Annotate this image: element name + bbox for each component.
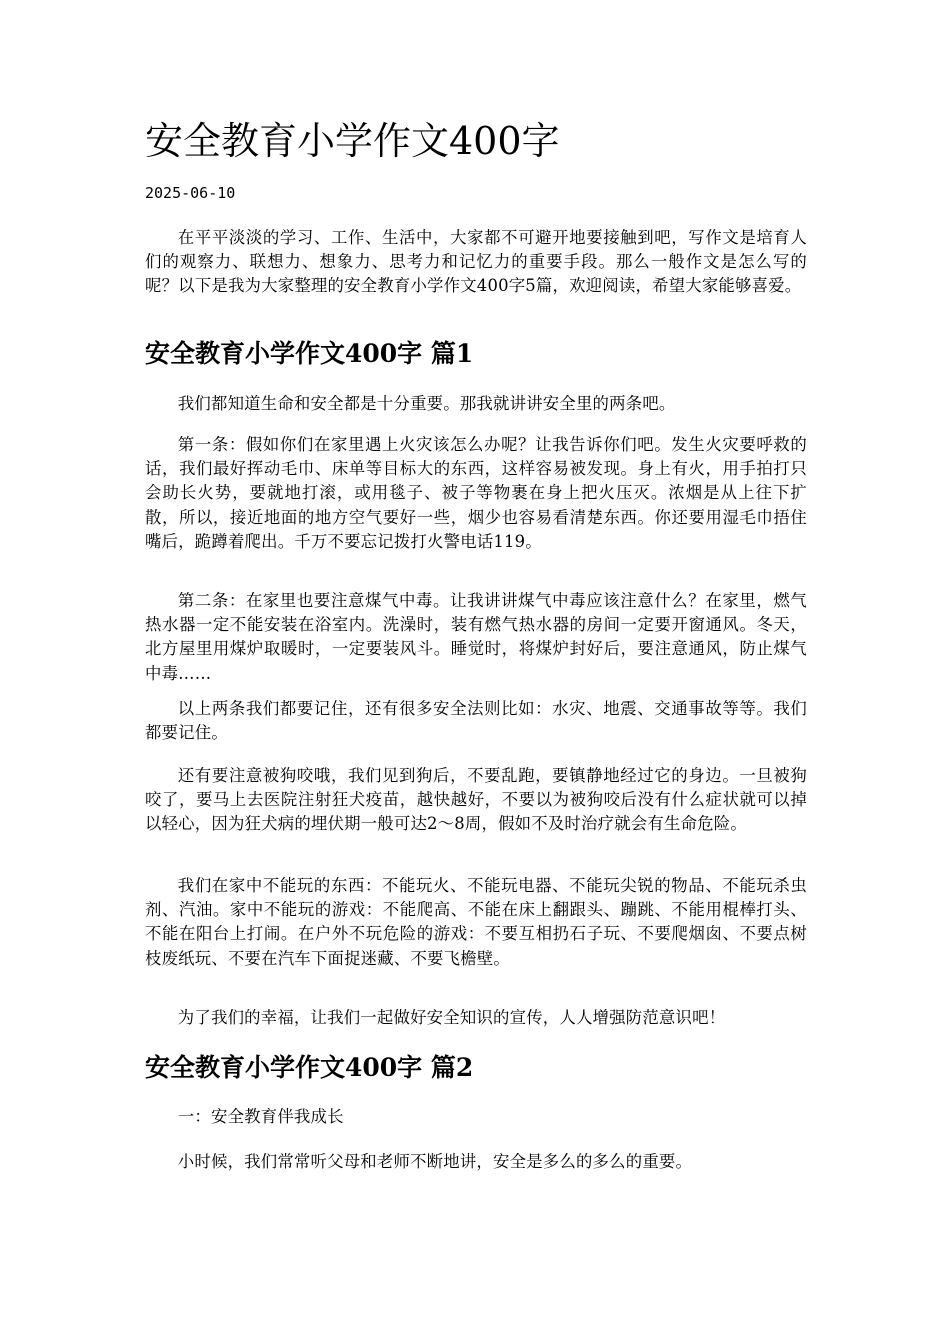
section-1-paragraph-7: 为了我们的幸福，让我们一起做好安全知识的宣传，人人增强防范意识吧！	[177, 1008, 726, 1027]
section-2-paragraph-1: 一：安全教育伴我成长	[177, 1107, 344, 1126]
intro-paragraph: 在平平淡淡的学习、工作、生活中，大家都不可避开地要接触到吧，写作文是培育人们的观察力、联想力、想象力、思考力和记忆力的重要手段。那么一般作文是怎么写的呢？以下是我为大家整理的安全教育小学作文400字5篇，欢迎阅读，希望大家能够喜爱。	[145, 228, 807, 296]
document-date: 2025-06-10	[145, 184, 236, 202]
section-1-paragraph-6: 我们在家中不能玩的东西：不能玩火、不能玩电器、不能玩尖锐的物品、不能玩杀虫剂、汽油。家中不能玩的游戏：不能爬高、不能在床上翻跟头、蹦跳、不能用棍棒打头、不能在阳台上打闹。在户外不玩危险的游戏：不要互相扔石子玩、不要爬烟囱、不要点树枝废纸玩、不要在汽车下面捉迷藏、不要飞檐壁。	[145, 876, 807, 968]
document-title: 安全教育小学作文400字	[145, 119, 560, 163]
section-1-paragraph-1: 我们都知道生命和安全都是十分重要。那我就讲讲安全里的两条吧。	[177, 394, 676, 413]
section-heading-1: 安全教育小学作文400字 篇1	[145, 339, 474, 368]
section-heading-2: 安全教育小学作文400字 篇2	[145, 1053, 474, 1082]
section-1-paragraph-3: 第二条：在家里也要注意煤气中毒。让我讲讲煤气中毒应该注意什么？在家里，燃气热水器一定不能安装在浴室内。洗澡时，装有燃气热水器的房间一定要开窗通风。冬天，北方屋里用煤炉取暖时，一定要装风斗。睡觉时，将煤炉封好后，要注意通风，防止煤气中毒……	[145, 591, 807, 683]
section-1-paragraph-5: 还有要注意被狗咬哦，我们见到狗后，不要乱跑，要镇静地经过它的身边。一旦被狗咬了，要马上去医院注射狂犬疫苗，越快越好，不要以为被狗咬后没有什么症状就可以掉以轻心，因为狂犬病的埋伏期一般可达2～8周，假如不及时治疗就会有生命危险。	[145, 766, 807, 834]
section-1-paragraph-4: 以上两条我们都要记住，还有很多安全法则比如：水灾、地震、交通事故等等。我们都要记住。	[145, 699, 807, 743]
section-1-paragraph-2: 第一条：假如你们在家里遇上火灾该怎么办呢？让我告诉你们吧。发生火灾要呼救的话，我们最好挥动毛巾、床单等目标大的东西，这样容易被发现。身上有火，用手拍打只会助长火势，要就地打滚，或用毯子、被子等物裹在身上把火压灭。浓烟是从上往下扩散，所以，接近地面的地方空气要好一些，烟少也容易看清楚东西。你还要用湿毛巾捂住嘴后，跪蹲着爬出。千万不要忘记拨打火警电话119。	[145, 435, 807, 551]
section-2-paragraph-2: 小时候，我们常常听父母和老师不断地讲，安全是多么的多么的重要。	[177, 1152, 693, 1171]
